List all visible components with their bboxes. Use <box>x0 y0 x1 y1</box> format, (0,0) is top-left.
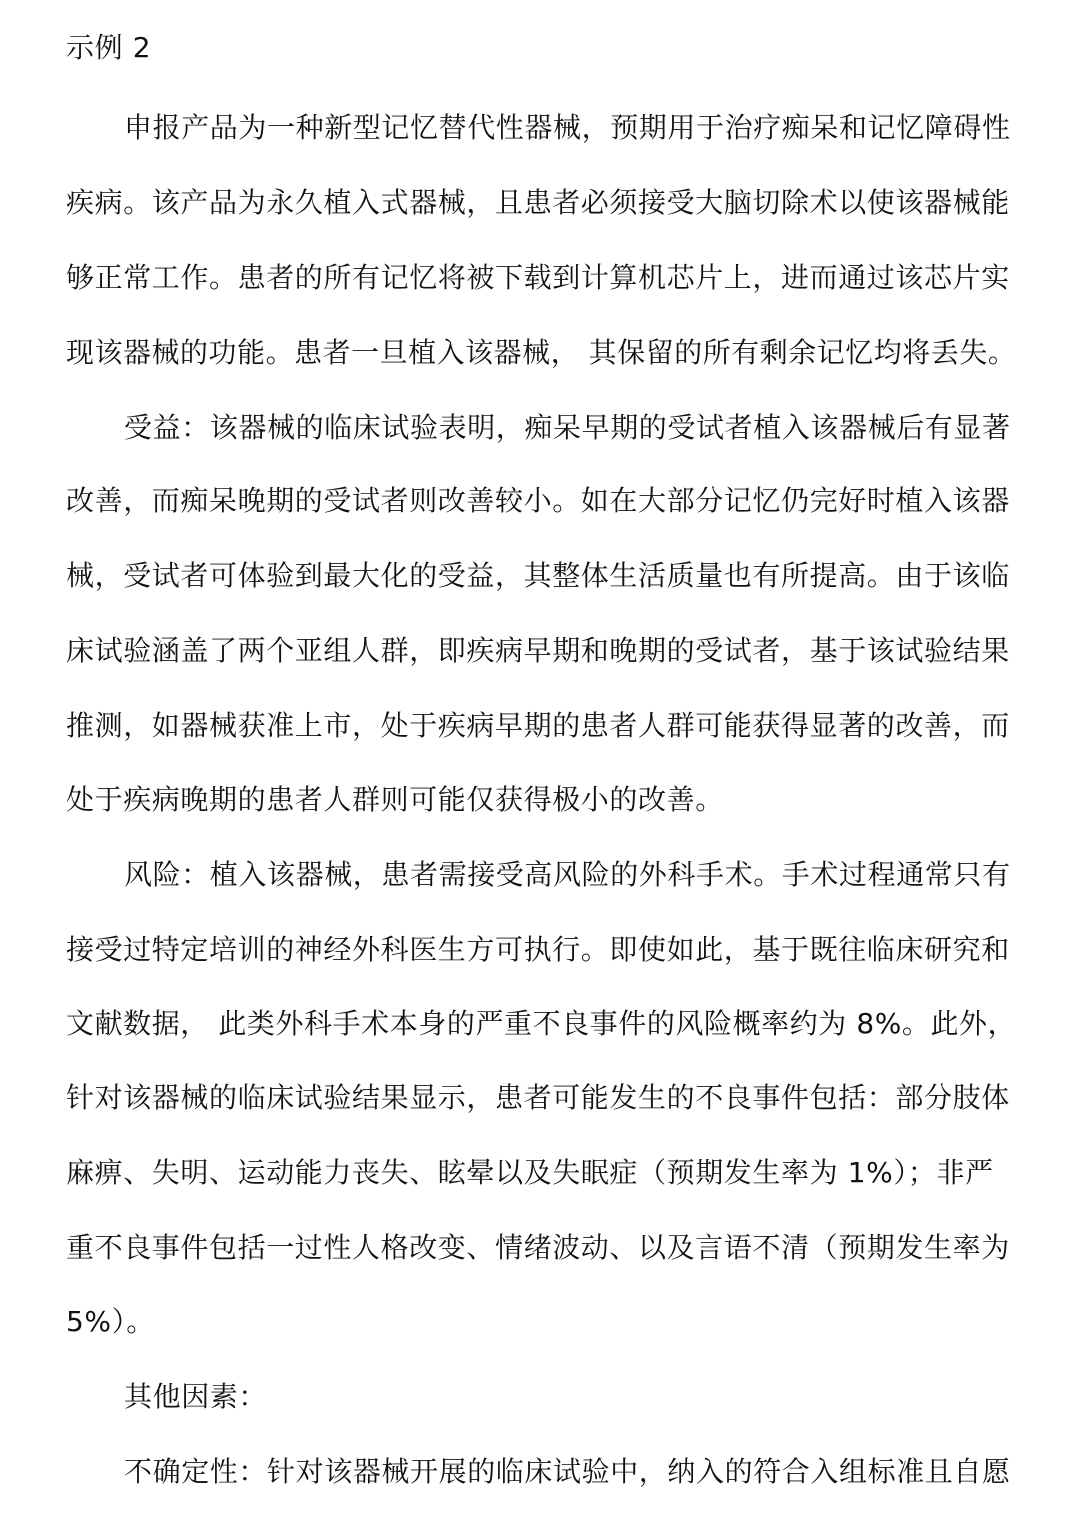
text-line-18: 其他因素： <box>124 1380 268 1413</box>
document-heading: 示例 2 <box>66 31 152 64</box>
text-line-6: 改善，而痴呆晚期的受试者则改善较小。如在大部分记忆仍完好时植入该器 <box>66 484 1010 517</box>
text-line-13: 文献数据， 此类外科手术本身的严重不良事件的风险概率约为 8%。此外， <box>66 1007 1017 1040</box>
text-line-3: 够正常工作。患者的所有记忆将被下载到计算机芯片上，进而通过该芯片实 <box>66 261 1010 294</box>
text-line-7: 械，受试者可体验到最大化的受益，其整体生活质量也有所提高。由于该临 <box>66 559 1010 592</box>
text-line-12: 接受过特定培训的神经外科医生方可执行。即使如此，基于既往临床研究和 <box>66 933 1010 966</box>
text-line-11: 风险：植入该器械，患者需接受高风险的外科手术。手术过程通常只有 <box>124 858 1011 891</box>
text-line-1: 申报产品为一种新型记忆替代性器械，预期用于治疗痴呆和记忆障碍性 <box>124 111 1011 144</box>
text-line-10: 处于疾病晚期的患者人群则可能仅获得极小的改善。 <box>66 783 724 816</box>
text-line-2: 疾病。该产品为永久植入式器械，且患者必须接受大脑切除术以使该器械能 <box>66 186 1010 219</box>
text-line-4: 现该器械的功能。患者一旦植入该器械， 其保留的所有剩余记忆均将丢失。 <box>66 336 1017 369</box>
text-line-9: 推测，如器械获准上市，处于疾病早期的患者人群可能获得显著的改善，而 <box>66 709 1010 742</box>
text-line-19: 不确定性：针对该器械开展的临床试验中，纳入的符合入组标准且自愿 <box>124 1455 1011 1488</box>
text-line-5: 受益：该器械的临床试验表明，痴呆早期的受试者植入该器械后有显著 <box>124 411 1011 444</box>
text-line-15: 麻痹、失明、运动能力丧失、眩晕以及失眠症（预期发生率为 1%）；非严 <box>66 1156 994 1189</box>
text-line-16: 重不良事件包括一过性人格改变、情绪波动、以及言语不清（预期发生率为 <box>66 1231 1010 1264</box>
text-line-14: 针对该器械的临床试验结果显示，患者可能发生的不良事件包括：部分肢体 <box>66 1081 1010 1114</box>
text-line-8: 床试验涵盖了两个亚组人群，即疾病早期和晚期的受试者，基于该试验结果 <box>66 634 1010 667</box>
text-line-17: 5%）。 <box>66 1305 155 1338</box>
